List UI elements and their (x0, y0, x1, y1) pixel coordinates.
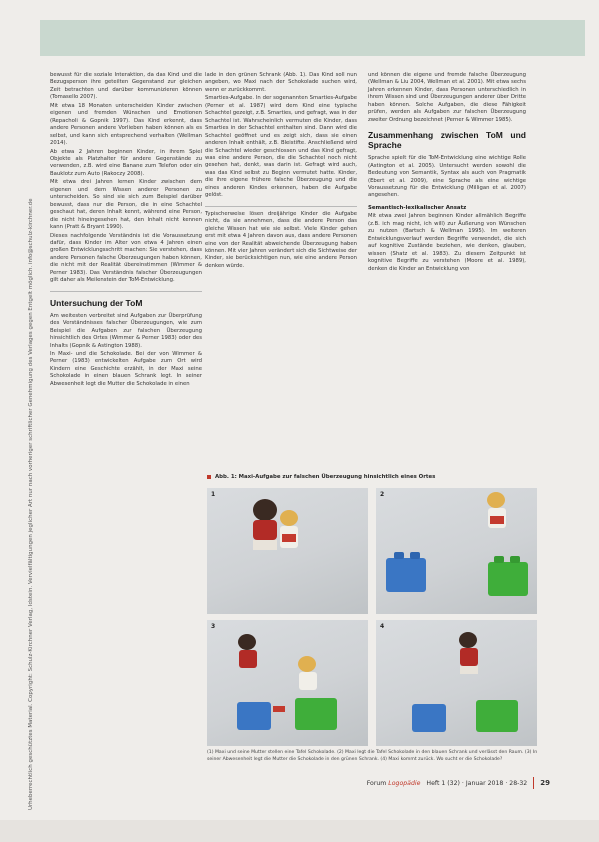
lego-scene-illustration (376, 620, 537, 746)
issue-info: Heft 1 (32) · Januar 2018 · 28-32 (426, 779, 528, 787)
subsection-heading: Semantisch-lexikalischer Ansatz (368, 204, 467, 211)
figure-body-maxi (460, 648, 478, 666)
paragraph: und können die eigene und fremde falsche Überzeugung (Wellman & Liu 2004, Wellman et al. 2001). Mit etwa sechs Jahren erkennen Kinder, dass Personen unterschiedlich in ihrem Wissen sind und Überzeugungen anderer über Dritte haben können. Solche Aufgaben, die diese Fähigkeit prüfen, werden als Aufgaben zur falschen Überzeugung zweiter Ordnung bezeichnet (Perner & Wimmer 1985). (368, 72, 526, 123)
figure-maxi-task (207, 472, 544, 762)
section-heading-tom-study: Untersuchung der ToM (50, 297, 143, 308)
chocolate-bar (282, 534, 296, 542)
section-divider (50, 291, 202, 292)
figure-photo (376, 488, 537, 614)
green-cupboard-block (295, 698, 337, 730)
paragraph: Dieses nachfolgende Verständnis ist die Voraussetzung dafür, dass Kinder im Alter von etwa 4 Jahren einen großen Entwicklungsschritt machen: Sie verstehen, dass andere Personen falsche Überzeugungen haben können, die nicht mit der Realität übereinstimmen (Wimmer & Perner 1983). Das Verständnis falscher Überzeugungen gilt daher als Meilenstein der ToM-Entwicklung. (50, 232, 202, 284)
block-stud (494, 556, 504, 563)
figure-title (207, 472, 544, 482)
figure-photo (376, 620, 537, 746)
blue-cupboard-block (412, 704, 446, 732)
figure-legs-maxi (253, 540, 277, 550)
paragraph: Mit etwa zwei Jahren beginnen Kinder allmählich Begriffe (z.B. ich mag nicht, ich will) zur Äußerung von Wünschen zu nutzen (Bartsch & Wellman 1995). Im weiteren Entwicklungsverlauf werden Begriffe verwendet, die sich auf kognitive Zustände beziehen, wie denken, glauben, wissen (Shatz et al. 1983). Zu diesem Zeitpunkt ist kognitive Begriffe zu verstehen (Moore et al. 1989), denken die Kinder an Entwicklung von (368, 213, 526, 272)
journal-name-prefix: Forum (366, 779, 387, 787)
text-column-1 (50, 72, 202, 389)
figure-head-mother (298, 656, 316, 672)
paragraph: Ab etwa 2 Jahren beginnen Kinder, in ihrem Spiel Objekte als Platzhalter für andere Gegenstände zu verwenden, z.B. wird eine Banane zum Telefon oder ein Bauklotz zum Auto (Rakoczy 2008). (50, 148, 202, 177)
chocolate-bar (273, 706, 285, 712)
header-band (40, 20, 585, 56)
block-stud (510, 556, 520, 563)
panel-number: 1 (211, 491, 216, 498)
figure-head-maxi (238, 634, 256, 650)
block-stud (394, 552, 404, 559)
blue-cupboard-block (237, 702, 271, 730)
block-stud (410, 552, 420, 559)
figure-photo-grid (207, 488, 544, 746)
section-heading-tom-language: Zusammenhang zwischen ToM und Sprache (368, 130, 526, 151)
paragraph: bewusst für die soziale Interaktion, da das Kind und die Bezugsperson ihre geteilten Gegenstand zur gleichen Zeit betrachten und darüber kommunizieren können (Tomasello 2007). (50, 72, 202, 101)
figure-body-maxi (253, 520, 277, 540)
figure-body-maxi (239, 650, 257, 668)
figure-caption: (1) Maxi und seine Mutter stellen eine Tafel Schokolade. (2) Maxi legt die Tafel Schokolade in den blauen Schrank und verlässt den Raum. (3) In seiner Abwesenheit legt die Mutter die Schokolade in den grünen Schrank. (4) Maxi kommt zurück. Wo sucht er die Schokolade? (207, 750, 538, 762)
panel-number: 2 (380, 491, 385, 498)
paragraph: Am weitesten verbreitet sind Aufgaben zur Überprüfung des Verständnisses falscher Überzeugungen, wie zum Beispiel die Aufgaben zur falschen Überzeugung hinsichtlich des Ortes (Wimmer & Perner 1983) oder des Inhalts (Gopnik & Astington 1988). (50, 312, 202, 349)
panel-number: 4 (380, 623, 385, 630)
lego-scene-illustration (207, 620, 368, 746)
green-cupboard-block (488, 562, 528, 596)
bullet-square-icon (207, 475, 211, 479)
figure-photo (207, 488, 368, 614)
paragraph: lade in den grünen Schrank (Abb. 1). Das Kind soll nun angeben, wo Maxi nach der Schokolade suchen wird, wenn er zurückkommt. (205, 72, 357, 93)
copyright-notice: Urheberrechtlich geschütztes Material. Copyright: Schulz-Kirchner Verlag, Idstein. Vervielfältigungen jeglicher Art nur nach vorheriger schriftlicher Genehmigung des Verlages gegen Entgelt möglich. info@schulz-kirchner.de (28, 198, 34, 810)
green-cupboard-block (476, 700, 518, 732)
page-number: 29 (540, 779, 550, 787)
paragraph: Typischerweise lösen dreijährige Kinder die Aufgabe nicht, da sie annehmen, dass die andere Person das gleiche Wissen hat wie sie selbst. Viele Kinder gehen erst mit etwa 4 Jahren davon aus, dass andere Personen eine von der Realität abweichende Überzeugung haben können. Mit vier Jahren verändert sich die Sichtweise der Kinder, sie berücksichtigen nun, wie eine andere Person denken würde. (205, 210, 357, 269)
figure-photo (207, 620, 368, 746)
figure-head-mother (280, 510, 298, 526)
text-column-3 (368, 72, 526, 274)
blue-cupboard-block (386, 558, 426, 592)
text-column-2 (205, 72, 357, 271)
page-bottom-margin (0, 820, 599, 842)
figure-body-mother (299, 672, 317, 690)
paragraph: Smarties-Aufgabe. In der sogenannten Smarties-Aufgabe (Perner et al. 1987) wird dem Kind eine typische Schachtel gezeigt, z.B. Smarties, und gefragt, was in der Schachtel ist. Wahrscheinlich vermuten die Kinder, dass Smarties in der Schachtel enthalten sind. Dann wird die Schachtel geöffnet und es zeigt sich, dass sie einen anderen Inhalt enthält, z.B. Bleistifte. Anschließend wird die Schachtel wieder geschlossen und das Kind gefragt, was eine andere Person, die die Schachtel noch nicht gesehen hat, denkt, was darin ist. Gefragt wird auch, was das Kind selbst zu Beginn vermutet hatte. Kinder, die ihre eigene frühere falsche Überzeugung und die eines anderen Kindes erkennen, haben die Aufgabe gelöst. (205, 95, 357, 199)
figure-head-maxi (253, 499, 277, 521)
figure-head-maxi (459, 632, 477, 648)
journal-name-accent: Logopädie (388, 779, 421, 787)
journal-name (367, 780, 421, 787)
page-footer (320, 777, 550, 789)
lego-scene-illustration (376, 488, 537, 614)
paragraph: Mit etwa drei Jahren lernen Kinder zwischen dem eigenen und dem Wissen anderer Personen zu unterscheiden. So sind sie sich zum Beispiel darüber bewusst, dass nur die Person, die in eine Schachtel geschaut hat, deren Inhalt kennt, während eine Person, die nicht hineingesehen hat, den Inhalt nicht kennen kann (Pratt & Bryant 1990). (50, 179, 202, 231)
paragraph: Mit etwa 18 Monaten unterscheiden Kinder zwischen eigenen und fremden Wünschen und Emotionen (Repacholi & Gopnik 1997). Das Kind erkennt, dass andere Personen andere Vorlieben haben können als es selbst, und kann sich entsprechend verhalten (Wellman 2014). (50, 102, 202, 147)
lego-scene-illustration (207, 488, 368, 614)
section-divider (205, 206, 357, 207)
figure-head-mother (487, 492, 505, 508)
paragraph: Sprache spielt für die ToM-Entwicklung eine wichtige Rolle (Astington et al. 2005). Untersucht werden sowohl die Bedeutung von Semantik, Syntax als auch von Pragmatik (Ebert et al. 2009), eine Sprache als eine wichtige Voraussetzung für die Entwicklung (Milligan et al. 2007) angesehen. (368, 155, 526, 199)
footer-divider (533, 777, 534, 789)
chocolate-bar (490, 516, 504, 524)
paragraph: In Maxi- und die Schokolade. Bei der von Wimmer & Perner (1983) entwickelten Aufgabe zum Ort wird Kindern eine Geschichte erzählt, in der Maxi seine Schokolade in einen blauen Schrank legt. In seiner Abwesenheit legt die Mutter die Schokolade in einen (50, 350, 202, 387)
copyright-sidebar (28, 90, 38, 810)
figure-title-text: Abb. 1: Maxi-Aufgabe zur falschen Überzeugung hinsichtlich eines Ortes (215, 474, 436, 480)
figure-legs-maxi (460, 666, 478, 674)
panel-number: 3 (211, 623, 216, 630)
